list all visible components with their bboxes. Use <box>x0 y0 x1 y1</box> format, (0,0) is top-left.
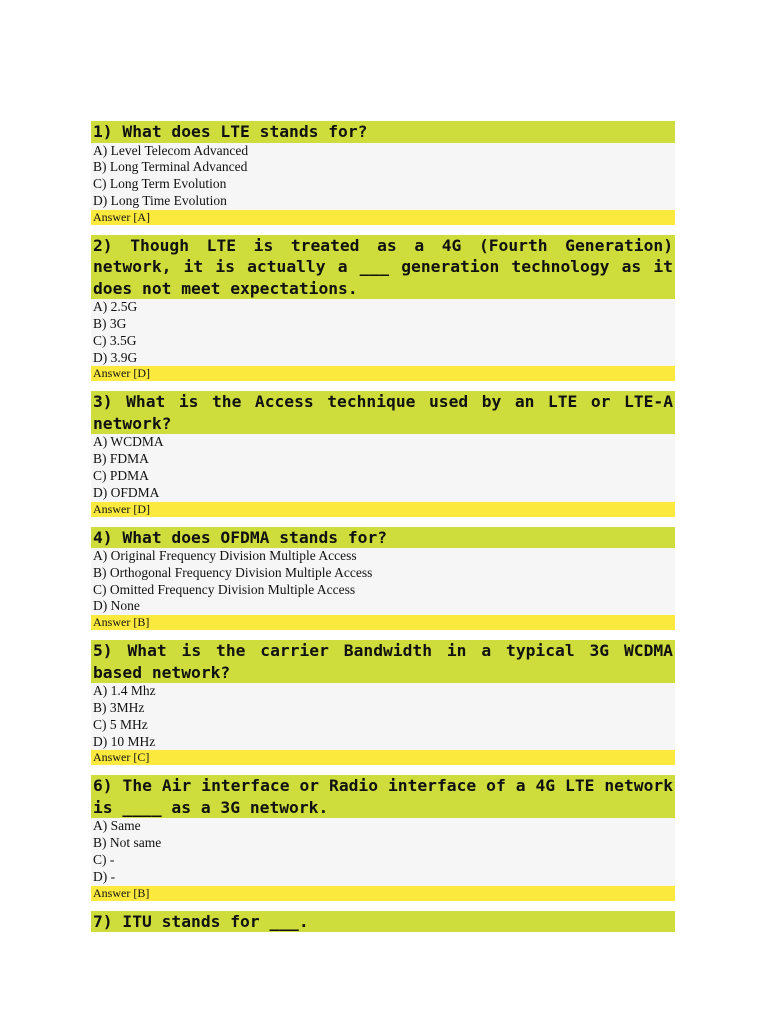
option-item: B) Orthogonal Frequency Division Multiple Access <box>93 564 373 580</box>
options-list <box>91 143 675 210</box>
option-item: D) OFDMA <box>93 484 160 500</box>
question-text: 5) What is the carrier Bandwidth in a typical 3G WCDMA based network? <box>93 641 673 682</box>
options-list <box>91 434 675 501</box>
answer-label: Answer [B] <box>91 615 675 630</box>
option-item: B) FDMA <box>93 451 149 467</box>
option-item: A) WCDMA <box>93 434 164 450</box>
option-item: D) None <box>93 598 140 614</box>
option-item: A) Original Frequency Division Multiple Access <box>93 548 357 564</box>
question-text: 3) What is the Access technique used by an LTE or LTE-A network? <box>93 392 673 433</box>
option-item: C) - <box>93 852 115 868</box>
question-block-6 <box>91 775 675 900</box>
option-item: D) 10 MHz <box>93 733 156 749</box>
question-text: 1) What does LTE stands for? <box>91 121 675 143</box>
question-text: 4) What does OFDMA stands for? <box>91 527 675 549</box>
option-item: C) 3.5G <box>93 332 137 348</box>
question-block-2 <box>91 235 675 382</box>
question-block-1 <box>91 121 675 225</box>
question-block-4 <box>91 527 675 631</box>
options-list <box>91 548 675 615</box>
options-list <box>91 818 675 885</box>
question-text: 2) Though LTE is treated as a 4G (Fourth Generation) network, it is actually a ___ generation technology as it does not meet expectations. <box>93 235 673 298</box>
option-item: C) 5 MHz <box>93 716 148 732</box>
quiz-list <box>91 121 675 942</box>
option-item: A) 2.5G <box>93 299 138 315</box>
option-item: B) Not same <box>93 835 162 851</box>
option-item: B) 3G <box>93 315 127 331</box>
question-block-5 <box>91 640 675 765</box>
answer-label: Answer [B] <box>91 886 675 901</box>
answer-label: Answer [A] <box>91 210 675 225</box>
option-item: D) - <box>93 868 116 884</box>
option-item: A) 1.4 Mhz <box>93 683 156 699</box>
option-item: D) Long Time Evolution <box>93 192 227 208</box>
answer-label: Answer [D] <box>91 366 675 381</box>
option-item: A) Level Telecom Advanced <box>93 142 249 158</box>
options-list <box>91 683 675 750</box>
option-item: D) 3.9G <box>93 349 138 365</box>
question-text: 7) ITU stands for ___. <box>91 911 675 933</box>
option-item: C) Long Term Evolution <box>93 176 227 192</box>
answer-label: Answer [D] <box>91 502 675 517</box>
option-item: B) 3MHz <box>93 700 145 716</box>
question-block-3 <box>91 391 675 516</box>
options-list <box>91 299 675 366</box>
question-text: 6) The Air interface or Radio interface of a 4G LTE network is ____ as a 3G network. <box>93 776 673 817</box>
option-item: B) Long Terminal Advanced <box>93 159 248 175</box>
question-block-7 <box>91 911 675 933</box>
option-item: A) Same <box>93 818 141 834</box>
option-item: C) PDMA <box>93 467 149 483</box>
option-item: C) Omitted Frequency Division Multiple Access <box>93 581 356 597</box>
answer-label: Answer [C] <box>91 750 675 765</box>
